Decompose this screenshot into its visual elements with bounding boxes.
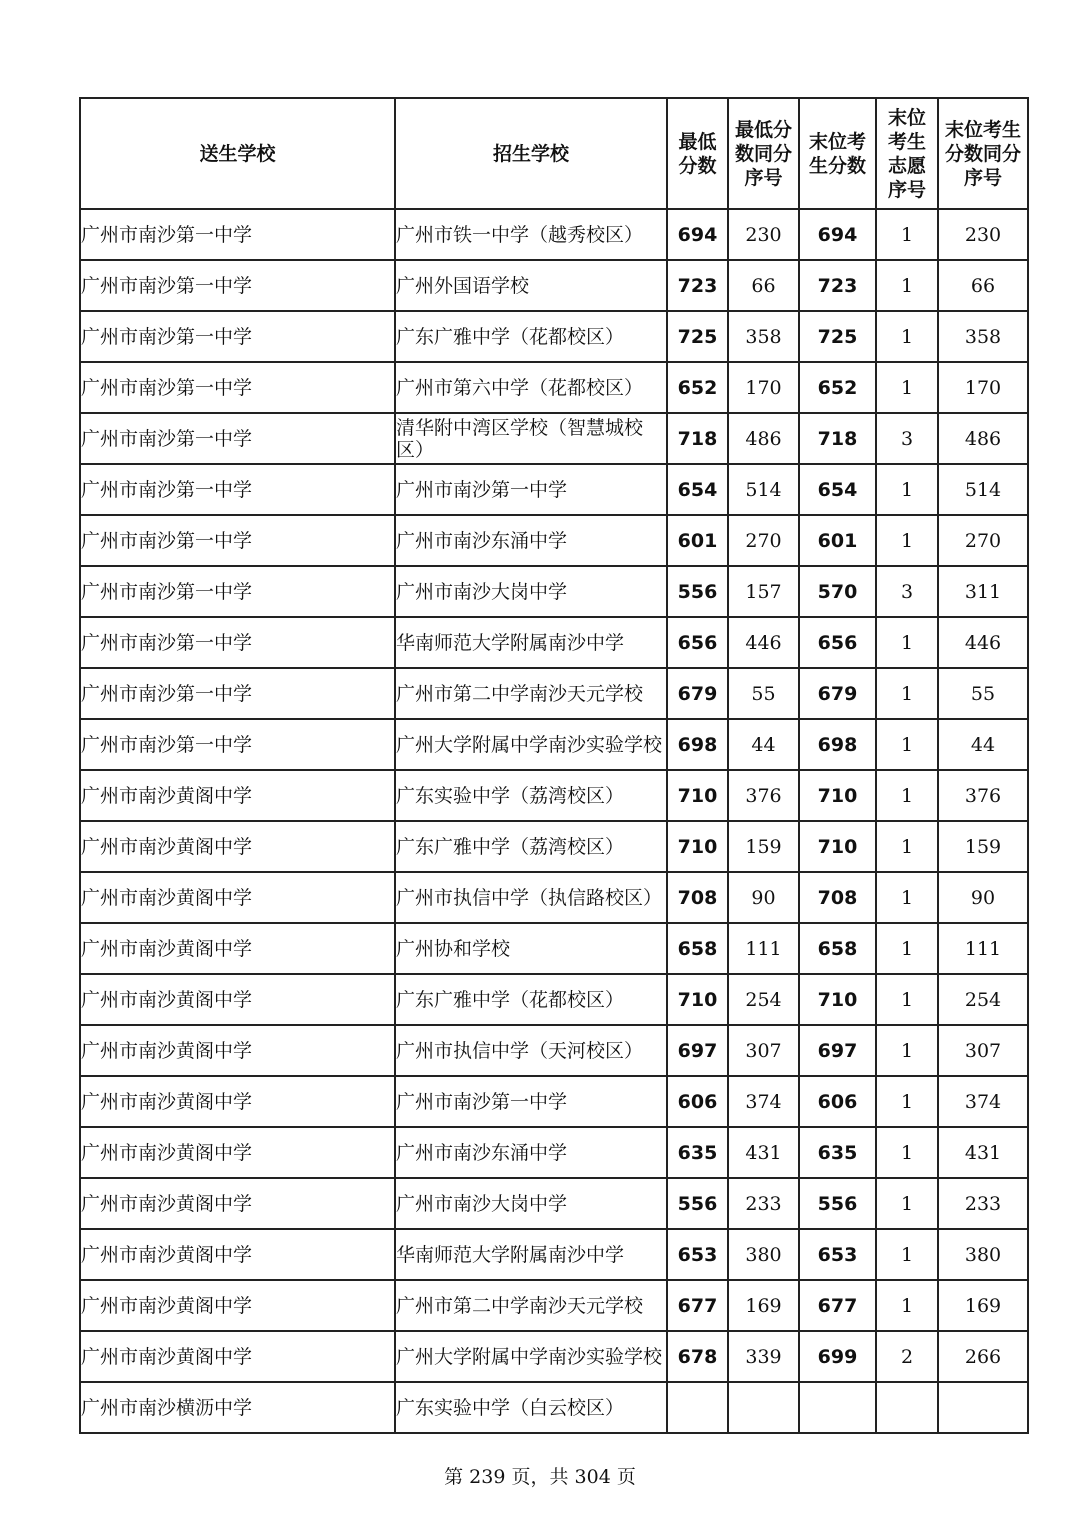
header-text: 末位 考生 志愿 序号	[887, 106, 926, 201]
cell-min-score: 601	[667, 515, 728, 566]
cell-min-score: 710	[667, 821, 728, 872]
cell-min-score: 694	[667, 209, 728, 260]
table-row	[80, 464, 1028, 515]
cell-receiving-school: 广州市南沙第一中学	[395, 1076, 667, 1127]
table-row	[80, 923, 1028, 974]
cell-sending-school: 广州市南沙第一中学	[80, 668, 395, 719]
cell-min-score: 718	[667, 413, 728, 464]
cell-last-score: 697	[799, 1025, 876, 1076]
cell-min-score: 698	[667, 719, 728, 770]
cell-last-score	[799, 1382, 876, 1433]
cell-last-preference: 1	[876, 974, 938, 1025]
cell-last-score-rank: 90	[938, 872, 1028, 923]
cell-min-score-rank: 307	[728, 1025, 799, 1076]
cell-receiving-school: 广州市第二中学南沙天元学校	[395, 1280, 667, 1331]
table-row	[80, 1076, 1028, 1127]
cell-last-preference: 1	[876, 1076, 938, 1127]
table-row	[80, 566, 1028, 617]
cell-last-score: 723	[799, 260, 876, 311]
cell-min-score-rank: 66	[728, 260, 799, 311]
cell-receiving-school: 广州市执信中学（天河校区）	[395, 1025, 667, 1076]
cell-last-preference: 3	[876, 566, 938, 617]
cell-min-score: 635	[667, 1127, 728, 1178]
header-text: 送生学校	[199, 142, 276, 165]
header-receiving-school	[395, 98, 667, 209]
cell-min-score-rank	[728, 1382, 799, 1433]
cell-receiving-school: 广州外国语学校	[395, 260, 667, 311]
cell-last-score-rank: 380	[938, 1229, 1028, 1280]
table-row	[80, 770, 1028, 821]
cell-sending-school: 广州市南沙黄阁中学	[80, 1331, 395, 1382]
header-last-score	[799, 98, 876, 209]
cell-last-score-rank: 169	[938, 1280, 1028, 1331]
cell-min-score: 606	[667, 1076, 728, 1127]
cell-min-score: 654	[667, 464, 728, 515]
table-row	[80, 821, 1028, 872]
table-row	[80, 362, 1028, 413]
cell-min-score-rank: 90	[728, 872, 799, 923]
cell-min-score-rank: 358	[728, 311, 799, 362]
table-row	[80, 1382, 1028, 1433]
cell-receiving-school: 广东广雅中学（花都校区）	[395, 974, 667, 1025]
cell-receiving-school: 广州市第二中学南沙天元学校	[395, 668, 667, 719]
cell-last-score-rank: 307	[938, 1025, 1028, 1076]
cell-sending-school: 广州市南沙第一中学	[80, 719, 395, 770]
cell-last-preference: 1	[876, 1127, 938, 1178]
cell-min-score-rank: 270	[728, 515, 799, 566]
cell-sending-school: 广州市南沙第一中学	[80, 515, 395, 566]
cell-sending-school: 广州市南沙黄阁中学	[80, 1229, 395, 1280]
cell-last-score-rank: 358	[938, 311, 1028, 362]
cell-sending-school: 广州市南沙黄阁中学	[80, 974, 395, 1025]
cell-min-score: 652	[667, 362, 728, 413]
cell-last-score-rank: 55	[938, 668, 1028, 719]
cell-receiving-school: 广州协和学校	[395, 923, 667, 974]
table-row	[80, 1025, 1028, 1076]
cell-last-preference: 1	[876, 311, 938, 362]
cell-last-score: 710	[799, 821, 876, 872]
cell-receiving-school: 广州市南沙大岗中学	[395, 1178, 667, 1229]
cell-receiving-school: 广东实验中学（荔湾校区）	[395, 770, 667, 821]
cell-receiving-school: 广州市南沙东涌中学	[395, 1127, 667, 1178]
cell-last-score: 556	[799, 1178, 876, 1229]
cell-last-score: 698	[799, 719, 876, 770]
table-row	[80, 668, 1028, 719]
cell-last-score-rank: 376	[938, 770, 1028, 821]
table-row	[80, 515, 1028, 566]
cell-last-score-rank: 170	[938, 362, 1028, 413]
table-row	[80, 260, 1028, 311]
cell-last-preference: 1	[876, 770, 938, 821]
table-row	[80, 974, 1028, 1025]
table-row	[80, 719, 1028, 770]
cell-last-score-rank: 66	[938, 260, 1028, 311]
cell-last-score: 694	[799, 209, 876, 260]
admission-score-table	[79, 97, 1029, 1434]
cell-last-score: 653	[799, 1229, 876, 1280]
table-row	[80, 872, 1028, 923]
cell-sending-school: 广州市南沙黄阁中学	[80, 1127, 395, 1178]
cell-min-score: 679	[667, 668, 728, 719]
cell-last-preference: 3	[876, 413, 938, 464]
table-row	[80, 413, 1028, 464]
cell-min-score-rank: 374	[728, 1076, 799, 1127]
cell-min-score: 678	[667, 1331, 728, 1382]
cell-last-preference: 1	[876, 872, 938, 923]
cell-min-score-rank: 514	[728, 464, 799, 515]
cell-min-score: 556	[667, 566, 728, 617]
cell-last-score-rank: 254	[938, 974, 1028, 1025]
cell-last-preference: 1	[876, 515, 938, 566]
cell-last-score: 601	[799, 515, 876, 566]
cell-last-preference: 2	[876, 1331, 938, 1382]
cell-sending-school: 广州市南沙第一中学	[80, 362, 395, 413]
cell-receiving-school: 广东实验中学（白云校区）	[395, 1382, 667, 1433]
cell-receiving-school: 广州市南沙东涌中学	[395, 515, 667, 566]
cell-sending-school: 广州市南沙黄阁中学	[80, 923, 395, 974]
cell-receiving-school: 广州市铁一中学（越秀校区）	[395, 209, 667, 260]
cell-min-score-rank: 376	[728, 770, 799, 821]
cell-min-score-rank: 170	[728, 362, 799, 413]
cell-min-score-rank: 446	[728, 617, 799, 668]
cell-last-score: 656	[799, 617, 876, 668]
header-min-score	[667, 98, 728, 209]
cell-last-score-rank: 486	[938, 413, 1028, 464]
cell-last-preference: 1	[876, 923, 938, 974]
cell-receiving-school: 广州市第六中学（花都校区）	[395, 362, 667, 413]
cell-min-score: 708	[667, 872, 728, 923]
header-text: 最低分 数同分 序号	[734, 118, 792, 189]
cell-sending-school: 广州市南沙黄阁中学	[80, 1178, 395, 1229]
cell-last-score-rank: 44	[938, 719, 1028, 770]
cell-min-score-rank: 169	[728, 1280, 799, 1331]
page-number: 第 239 页，共 304 页	[444, 1466, 636, 1488]
cell-last-score: 652	[799, 362, 876, 413]
cell-last-score-rank: 311	[938, 566, 1028, 617]
cell-sending-school: 广州市南沙第一中学	[80, 566, 395, 617]
cell-last-score: 570	[799, 566, 876, 617]
table-row	[80, 1127, 1028, 1178]
cell-last-score-rank: 111	[938, 923, 1028, 974]
cell-last-preference: 1	[876, 617, 938, 668]
cell-sending-school: 广州市南沙第一中学	[80, 464, 395, 515]
cell-min-score-rank: 233	[728, 1178, 799, 1229]
cell-receiving-school: 华南师范大学附属南沙中学	[395, 617, 667, 668]
header-last-score-rank	[938, 98, 1028, 209]
cell-sending-school: 广州市南沙第一中学	[80, 617, 395, 668]
header-text: 末位考 生分数	[808, 130, 866, 177]
cell-sending-school: 广州市南沙黄阁中学	[80, 770, 395, 821]
cell-receiving-school: 广州市执信中学（执信路校区）	[395, 872, 667, 923]
table-row	[80, 1280, 1028, 1331]
cell-min-score-rank: 380	[728, 1229, 799, 1280]
cell-min-score-rank: 111	[728, 923, 799, 974]
cell-sending-school: 广州市南沙黄阁中学	[80, 821, 395, 872]
cell-last-preference: 1	[876, 1229, 938, 1280]
header-text: 招生学校	[492, 142, 569, 165]
cell-last-preference: 1	[876, 1280, 938, 1331]
cell-last-score-rank: 159	[938, 821, 1028, 872]
table-row	[80, 1229, 1028, 1280]
cell-last-preference: 1	[876, 209, 938, 260]
cell-last-score: 710	[799, 974, 876, 1025]
cell-last-preference: 1	[876, 362, 938, 413]
cell-sending-school: 广州市南沙横沥中学	[80, 1382, 395, 1433]
cell-sending-school: 广州市南沙黄阁中学	[80, 1025, 395, 1076]
cell-min-score-rank: 339	[728, 1331, 799, 1382]
cell-min-score: 677	[667, 1280, 728, 1331]
cell-last-preference: 1	[876, 1178, 938, 1229]
cell-last-preference: 1	[876, 464, 938, 515]
cell-receiving-school: 广东广雅中学（荔湾校区）	[395, 821, 667, 872]
cell-last-score: 658	[799, 923, 876, 974]
cell-receiving-school: 广东广雅中学（花都校区）	[395, 311, 667, 362]
cell-min-score: 556	[667, 1178, 728, 1229]
cell-receiving-school: 华南师范大学附属南沙中学	[395, 1229, 667, 1280]
cell-last-score-rank: 266	[938, 1331, 1028, 1382]
cell-last-score-rank: 233	[938, 1178, 1028, 1229]
cell-min-score-rank: 254	[728, 974, 799, 1025]
cell-last-preference	[876, 1382, 938, 1433]
cell-sending-school: 广州市南沙黄阁中学	[80, 1280, 395, 1331]
cell-receiving-school: 广州大学附属中学南沙实验学校	[395, 719, 667, 770]
cell-min-score: 658	[667, 923, 728, 974]
cell-receiving-school: 清华附中湾区学校（智慧城校区）	[395, 413, 667, 464]
cell-last-score: 606	[799, 1076, 876, 1127]
cell-sending-school: 广州市南沙第一中学	[80, 413, 395, 464]
cell-last-score-rank	[938, 1382, 1028, 1433]
cell-min-score-rank: 431	[728, 1127, 799, 1178]
cell-sending-school: 广州市南沙第一中学	[80, 311, 395, 362]
cell-last-preference: 1	[876, 668, 938, 719]
table-body	[80, 209, 1028, 1433]
cell-last-score-rank: 230	[938, 209, 1028, 260]
cell-last-score: 679	[799, 668, 876, 719]
cell-min-score: 656	[667, 617, 728, 668]
cell-last-score-rank: 446	[938, 617, 1028, 668]
cell-last-preference: 1	[876, 260, 938, 311]
header-text: 最低 分数	[678, 130, 717, 177]
cell-sending-school: 广州市南沙黄阁中学	[80, 872, 395, 923]
cell-min-score-rank: 157	[728, 566, 799, 617]
cell-last-preference: 1	[876, 1025, 938, 1076]
table-row	[80, 1178, 1028, 1229]
cell-min-score-rank: 44	[728, 719, 799, 770]
cell-receiving-school: 广州市南沙第一中学	[395, 464, 667, 515]
cell-receiving-school: 广州大学附属中学南沙实验学校	[395, 1331, 667, 1382]
cell-sending-school: 广州市南沙第一中学	[80, 260, 395, 311]
table-row	[80, 311, 1028, 362]
table-row	[80, 617, 1028, 668]
cell-last-score-rank: 431	[938, 1127, 1028, 1178]
cell-last-score-rank: 514	[938, 464, 1028, 515]
cell-last-score: 654	[799, 464, 876, 515]
cell-sending-school: 广州市南沙黄阁中学	[80, 1076, 395, 1127]
cell-last-score: 677	[799, 1280, 876, 1331]
cell-last-score: 718	[799, 413, 876, 464]
cell-min-score-rank: 55	[728, 668, 799, 719]
header-min-score-rank	[728, 98, 799, 209]
cell-last-score-rank: 374	[938, 1076, 1028, 1127]
cell-last-preference: 1	[876, 821, 938, 872]
cell-min-score: 653	[667, 1229, 728, 1280]
table-row	[80, 1331, 1028, 1382]
cell-min-score: 697	[667, 1025, 728, 1076]
cell-last-preference: 1	[876, 719, 938, 770]
cell-min-score: 710	[667, 974, 728, 1025]
cell-last-score: 725	[799, 311, 876, 362]
table-header-row	[80, 98, 1028, 209]
cell-last-score: 710	[799, 770, 876, 821]
cell-min-score: 725	[667, 311, 728, 362]
table-row	[80, 209, 1028, 260]
cell-last-score: 635	[799, 1127, 876, 1178]
header-text: 末位考生 分数同分 序号	[944, 118, 1021, 189]
cell-min-score-rank: 230	[728, 209, 799, 260]
cell-min-score: 723	[667, 260, 728, 311]
cell-sending-school: 广州市南沙第一中学	[80, 209, 395, 260]
cell-min-score-rank: 486	[728, 413, 799, 464]
cell-min-score	[667, 1382, 728, 1433]
cell-min-score: 710	[667, 770, 728, 821]
cell-receiving-school: 广州市南沙大岗中学	[395, 566, 667, 617]
cell-last-score-rank: 270	[938, 515, 1028, 566]
cell-last-score: 699	[799, 1331, 876, 1382]
cell-last-score: 708	[799, 872, 876, 923]
header-last-preference	[876, 98, 938, 209]
cell-min-score-rank: 159	[728, 821, 799, 872]
header-sending-school	[80, 98, 395, 209]
